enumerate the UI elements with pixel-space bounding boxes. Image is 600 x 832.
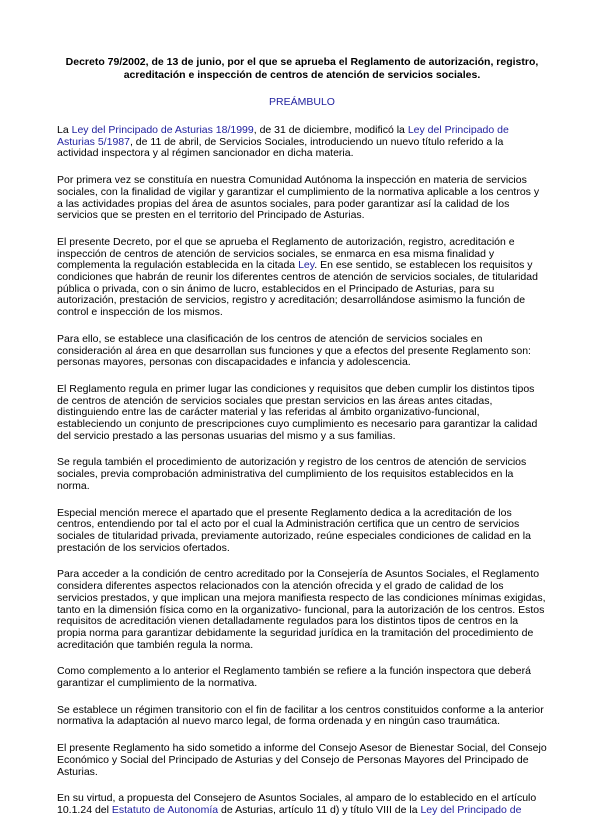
text: de Asturias, artículo 11 d) y título VIII de la — [218, 803, 421, 816]
text: La — [57, 124, 72, 136]
paragraph-5: El Reglamento regula en primer lugar las condiciones y requisitos que deben cumplir los distintos tipos de centros de atención de servicios sociales que prestan servicios en las áreas antes citadas, distinguiendo entre las de carácter material y las referidas al ámbito organizativo-funcional, estableciendo un conjunto de prescripciones cuyo cumplimiento es necesario para garantizar la calidad del servicio prestado a las personas usuarias del mismo y a sus familias. — [57, 382, 538, 442]
link-ley-principado[interactable]: Ley del Principado de — [420, 803, 522, 816]
paragraph-10: Se establece un régimen transitorio con el fin de facilitar a los centros constituidos conforme a la anterior normativa la adaptación al nuevo marco legal, de forma ordenada y en ningún caso traumática. — [57, 703, 544, 728]
paragraph-4: Para ello, se establece una clasificación de los centros de atención de servicios sociales en consideración al área en que desarrollan sus funciones y que a efectos del presente Reglamento son: personas mayores, personas con discapacidades e infancia y adolescencia. — [57, 332, 531, 369]
paragraph-8: Para acceder a la condición de centro acreditado por la Consejería de Asuntos Sociales, el Reglamento considera diferentes aspectos relacionados con la atención ofrecida y el grado de calidad de los servicios prestados, y que implican una mejora manifiesta respecto de las condiciones mínimas exigidas, tanto en la dimensión física como en la organizativo- funcional, para la autorización de los centros. Estos requisitos de acreditación vienen detalladamente regulados para los distintos tipos de centros en la propia norma para garantizar debidamente la seguridad jurídica en la tramitación del procedimiento de acreditación que también regula la norma. — [57, 568, 546, 651]
section-heading: PREÁMBULO — [269, 96, 335, 108]
text: , de 11 de abril, de Servicios Sociales, introduciendo un nuevo título referido a la actividad inspectora y al régimen sancionador en dicha materia. — [57, 135, 504, 160]
text: . En ese sentido, se establecen los requisitos y condiciones que habrán de reunir los diferentes centros de atención de servicios sociales, de titularidad pública o privada, con o sin ánimo de lucro, establecidos en el Principado de Asturias, para su autorización, prestación de servicios, registro y acreditación; desarrollándose asimismo la función de control e inspección de los mismos. — [57, 259, 538, 319]
link-estatuto-autonomia[interactable]: Estatuto de Autonomía — [111, 803, 219, 816]
paragraph-1 — [57, 125, 547, 160]
text: El presente Decreto, por el que se aprueba el Reglamento de autorización, registro, acreditación e inspección de centros de atención de servicios sociales, se enmarca en esa misma finalidad y complementa la regulación establecida en la citada — [57, 235, 515, 272]
link-ley-18-1999[interactable]: Ley del Principado de Asturias 18/1999 — [71, 124, 254, 136]
paragraph-9: Como complemento a lo anterior el Reglamento también se refiere a la función inspectora que deberá garantizar el cumplimiento de la normativa. — [57, 665, 531, 690]
text: , de 31 de diciembre, modificó la — [253, 124, 408, 136]
paragraph-6: Se regula también el procedimiento de autorización y registro de los centros de atención de servicios sociales, previa comprobación administrativa del cumplimiento de los requisitos establecidos en la norma. — [57, 456, 527, 492]
link-ley[interactable]: Ley — [298, 259, 315, 272]
document-page — [57, 56, 547, 832]
link-ley-5-1987[interactable]: Ley del Principado de Asturias 5/1987 — [57, 124, 509, 148]
paragraph-12 — [57, 793, 547, 816]
paragraph-2: Por primera vez se constituía en nuestra Comunidad Autónoma la inspección en materia de servicios sociales, con la finalidad de vigilar y garantizar el cumplimiento de la normativa aplicable a los centros y a las actividades propias del área de asuntos sociales, para poder garantizar así la calidad de los servicios que se presten en el territorio del Principado de Asturias. — [57, 174, 540, 222]
paragraph-11: El presente Reglamento ha sido sometido a informe del Consejo Asesor de Bienestar Social, del Consejo Económico y Social del Principado de Asturias y del Consejo de Personas Mayores del Principado de Asturias. — [57, 742, 547, 778]
text: En su virtud, a propuesta del Consejero de Asuntos Sociales, al amparo de lo establecido en el artículo 10.1.24 del — [57, 792, 537, 816]
paragraph-7: Especial mención merece el apartado que el presente Reglamento dedica a la acreditación de los centros, entendiendo por tal el acto por el cual la Administración certifica que un centro de servicios sociales de titularidad privada, previamente autorizado, reúne especiales condiciones de calidad en la prestación de los servicios ofertados. — [57, 506, 531, 554]
paragraph-3 — [57, 237, 547, 319]
document-title: Decreto 79/2002, de 13 de junio, por el que se aprueba el Reglamento de autorización, registro, acreditación e inspección de centros de atención de servicios sociales. — [65, 56, 539, 81]
